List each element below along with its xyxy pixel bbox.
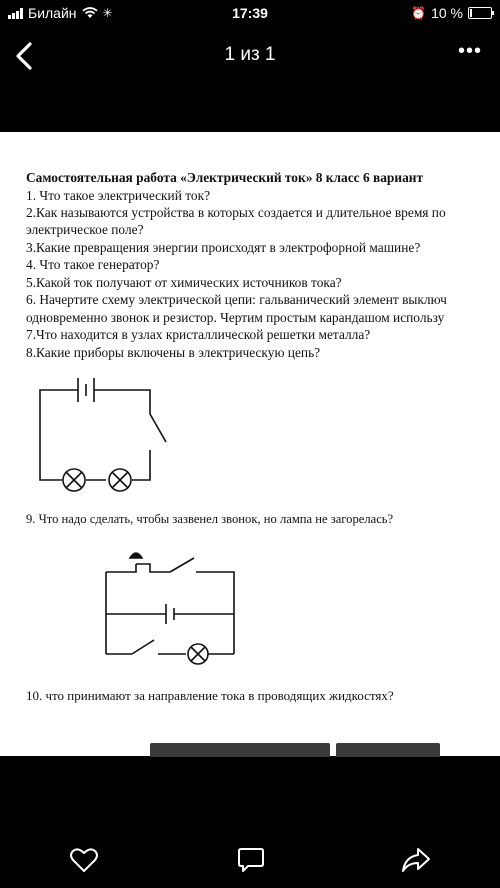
heart-icon[interactable]	[69, 845, 99, 875]
share-arrow-icon[interactable]	[401, 845, 431, 875]
status-time: 17:39	[232, 5, 268, 21]
circuit-diagram-2	[100, 544, 240, 670]
battery-icon	[468, 7, 492, 19]
question-line: 6. Начертите схему электрической цепи: гальванический элемент выключ	[26, 292, 447, 307]
question-10: 10. что принимают за направление тока в проводящих жидкостях?	[26, 688, 394, 703]
question-line: 4. Что такое генератор?	[26, 257, 160, 272]
activity-spinner-icon: ✳	[102, 6, 113, 20]
bottom-toolbar	[0, 845, 500, 885]
question-line: 5.Какой ток получают от химических источников тока?	[26, 275, 342, 290]
question-line: 3.Какие превращения энергии происходят в электрофорной машине?	[26, 240, 421, 255]
question-line: 7.Что находится в узлах кристаллической решетки металла?	[26, 327, 371, 342]
document-heading: Самостоятельная работа «Электрический ток» 8 класс 6 вариант	[26, 170, 424, 185]
battery-percent: 10 %	[431, 5, 463, 21]
carrier-name: Билайн	[28, 5, 77, 21]
nav-bar	[0, 26, 500, 88]
more-options-icon[interactable]: •••	[457, 40, 482, 62]
lamp-icon	[63, 469, 85, 491]
document-page[interactable]	[0, 132, 500, 756]
question-line: 8.Какие приборы включены в электрическую цепь?	[26, 345, 321, 360]
question-9: 9. Что надо сделать, чтобы зазвенел звонок, но лампа не загорелась?	[26, 512, 394, 526]
question-line: 2.Как называются устройства в которых создается и длительное время по	[26, 205, 446, 220]
circuit-diagram-1	[30, 372, 170, 502]
comment-icon[interactable]	[236, 845, 266, 875]
lamp-icon	[109, 469, 131, 491]
page-counter-title: 1 из 1	[224, 44, 276, 65]
status-right	[411, 5, 492, 21]
question-line: электрическое поле?	[26, 222, 144, 237]
status-bar	[0, 0, 500, 26]
alarm-icon: ⏰	[411, 6, 427, 20]
question-line: 1. Что такое электрический ток?	[26, 188, 211, 203]
viewer-top-margin	[0, 88, 500, 132]
question-line: одновременно звонок и резистор. Чертим простым карандашом использу	[26, 310, 445, 325]
next-page-preview-right	[336, 743, 440, 757]
next-page-preview-left	[150, 743, 330, 757]
